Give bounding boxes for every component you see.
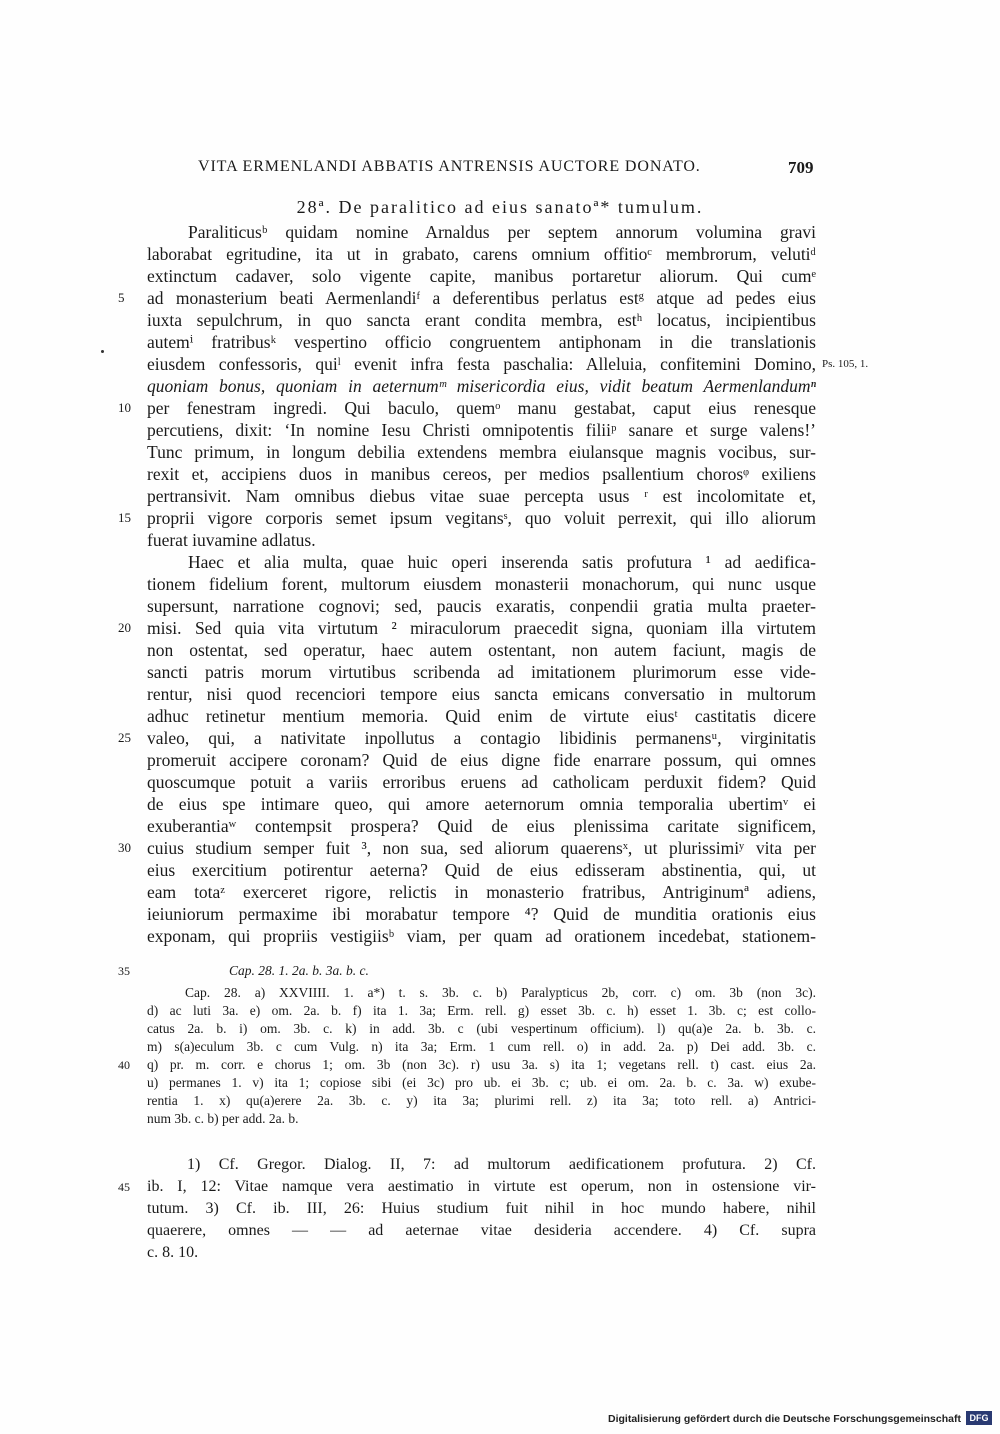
apparatus-line: q) pr. m. corr. e chorus 1; om. 3b (non 3c). r) usu 3a. s) ita 1; vegetans rell. t) cast. eius 2a. <box>147 1057 816 1072</box>
text-line: non ostentat, sed operatur, haec autem ostentant, non autem faciunt, magis de <box>147 640 816 660</box>
line-number: 40 <box>118 1058 130 1072</box>
text-line: adhuc retinetur mentium memoria. Quid enim de virtute eiusᵗ castitatis dicere <box>147 706 816 726</box>
apparatus-heading: Cap. 28. 1. 2a. b. 3a. b. c. <box>229 963 369 978</box>
text-line: extinctum cadaver, solo vigente capite, manibus portaretur aliorum. Qui cumᵉ <box>147 266 816 286</box>
chapter-heading: 28ª. De paralitico ad eius sanatoª* tumulum. <box>296 197 704 217</box>
line-number: 10 <box>118 400 131 415</box>
apparatus-line: Cap. 28. a) XXVIIII. 1. a*) t. s. 3b. c. b) Paralypticus 2b, corr. c) om. 3b (non 3c). <box>185 985 816 1000</box>
line-number: 45 <box>118 1180 130 1194</box>
text-line: eiusdem confessoris, quiˡ evenit infra festa paschalia: Alleluia, confitemini Domino, <box>147 354 816 374</box>
text-line: supersunt, narratione cognovi; sed, paucis exaratis, conpendii gratia multa praeter- <box>147 596 816 616</box>
apparatus-line: num 3b. c. b) per add. 2a. b. <box>147 1111 299 1126</box>
apparatus-line: rentia 1. x) qu(a)erere 2a. 3b. c. y) ita 3a; plurimi rell. z) ita 3a; toto rell. a) Antrici- <box>147 1093 816 1108</box>
text-line: per fenestram ingredi. Qui baculo, quemᵒ manu gestabat, caput eius renesque <box>147 398 816 418</box>
dfg-logo: DFG <box>966 1411 992 1425</box>
text-line: exponam, qui propriis vestigiisᵇ viam, per quam ad orationem incedebat, stationem- <box>147 926 816 946</box>
text-line: fuerat iuvamine adlatus. <box>147 530 316 550</box>
text-line: ad monasterium beati Aermenlandiᶠ a deferentibus perlatus estᵍ atque ad pedes eius <box>147 288 816 308</box>
text-line: iuxta sepulchrum, in quo sancta erant condita membra, estʰ locatus, incipientibus <box>147 310 816 330</box>
text-line: rentur, nisi quod recenciori tempore eius sancta emicans conversatio in multorum <box>147 684 816 704</box>
running-header <box>0 158 1000 182</box>
apparatus-line: d) ac luti 3a. e) om. 2a. b. f) ita 1. 3a; Erm. rell. g) esset 3b. c. h) esset 1. 3b. c; est collo- <box>147 1003 816 1018</box>
text-line: quoscumque potuit a variis erroribus eruens ad catholicam perduxit fidem? Quid <box>147 772 816 792</box>
source-line: 1) Cf. Gregor. Dialog. II, 7: ad multorum aedificationem profutura. 2) Cf. <box>187 1156 816 1173</box>
text-line: eius exercitium potirentur aeterna? Quid de eius edisseram abstinentia, qui, ut <box>147 860 816 880</box>
text-line: de eius spe intimare queo, qui amore aeternorum omnia temporalia ubertimᵛ ei <box>147 794 816 814</box>
apparatus-line: catus 2a. b. i) om. 3b. c. k) in add. 3b. c (ubi vespertinum officium). l) qu(a)e 2a. b. 3b. c. <box>147 1021 816 1036</box>
text-line: cuius studium semper fuit ³, non sua, sed aliorum quaerensˣ, ut plurissimiʸ vita per <box>147 838 816 858</box>
text-line: proprii vigore corporis semet ipsum vegitansˢ, quo voluit perrexit, qui illo aliorum <box>147 508 816 528</box>
running-title: VITA ERMENLANDI ABBATIS ANTRENSIS AUCTORE DONATO. <box>198 158 701 175</box>
text-line: exuberantiaʷ contempsit prospera? Quid de eius plenissima caritate significem, <box>147 816 816 836</box>
text-line: rexit et, accipiens duos in manibus cereos, per medios psallentium chorosᵠ exiliens <box>147 464 816 484</box>
text-line: Tunc primum, in longum debilia extendens membra eiulansque magnis vocibus, sur- <box>147 442 816 462</box>
source-line: ib. I, 12: Vitae namque vera aestimatio in virtute est operum, non in ostensione vir- <box>147 1178 816 1195</box>
text-line: Haec et alia multa, quae huic operi inserenda satis profutura ¹ ad aedifica- <box>188 552 816 572</box>
source-line: tutum. 3) Cf. ib. III, 26: Huius studium fuit nihil in hoc mundo habere, nihil <box>147 1200 816 1217</box>
text-line: valeo, qui, a nativitate inpollutus a contagio libidinis permanensᵘ, virginitatis <box>147 728 816 748</box>
text-line: sancti patris morum virtutibus scribenda ad imitationem plurimorum esse vide- <box>147 662 816 682</box>
digitization-credit: Digitalisierung gefördert durch die Deutsche Forschungsgemeinschaft <box>608 1413 961 1425</box>
text-line: quoniam bonus, quoniam in aeternumᵐ misericordia eius, vidit beatum Aermenlandumⁿ <box>147 376 816 396</box>
text-line: misi. Sed quia vita virtutum ² miraculorum praecedit signa, quoniam illa virtutem <box>147 618 816 638</box>
source-line: quaerere, omnes — — ad aeternae vitae desideria accendere. 4) Cf. supra <box>147 1222 816 1239</box>
margin-note: Ps. 105, 1. <box>822 358 869 370</box>
text-line: Paraliticusᵇ quidam nomine Arnaldus per septem annorum volumina gravi <box>188 222 816 242</box>
text-line: eam totaᶻ exerceret rigore, relictis in monasterio fratribus, Antriginumª adiens, <box>147 882 816 902</box>
line-number: 5 <box>118 290 125 305</box>
text-line: laborabat egritudine, ita ut in grabato, carens omnium offitioᶜ membrorum, velutiᵈ <box>147 244 816 264</box>
text-line: autemⁱ fratribusᵏ vespertino officio congruentem antiphonam in die translationis <box>147 332 816 352</box>
line-number: 35 <box>118 964 130 978</box>
text-line: pertransivit. Nam omnibus diebus vitae suae percepta usus ʳ est incolomitate et, <box>147 486 816 506</box>
line-number: 20 <box>118 620 131 635</box>
source-line: c. 8. 10. <box>147 1244 199 1261</box>
apparatus-line: m) s(a)eculum 3b. c cum Vulg. n) ita 3a; Erm. 1 cum rell. o) in add. 2a. p) Dei add. 3b. c. <box>147 1039 816 1054</box>
page-number: 709 <box>788 158 814 177</box>
text-line: promeruit accipere coronam? Quid de eius digne fide enarrare possum, qui omnes <box>147 750 816 770</box>
stray-mark <box>101 350 104 353</box>
line-number: 30 <box>118 840 131 855</box>
apparatus-line: u) permanes 1. v) ita 1; copiose sibi (ei 3c) pro ub. ei 3b. c; ub. ei om. 2a. b. c. 3a. w) exube- <box>147 1075 816 1090</box>
text-line: percutiens, dixit: ‘In nomine Iesu Christi omnipotentis filiiᵖ sanare et surge valens!’ <box>147 420 816 440</box>
line-number: 15 <box>118 510 131 525</box>
text-line: tionem fidelium forent, multorum eiusdem monasterii monachorum, qui nunc usque <box>147 574 816 594</box>
line-number: 25 <box>118 730 131 745</box>
text-line: ieiuniorum permaxime ibi morabatur tempore ⁴? Quid de munditia orationis eius <box>147 904 816 924</box>
